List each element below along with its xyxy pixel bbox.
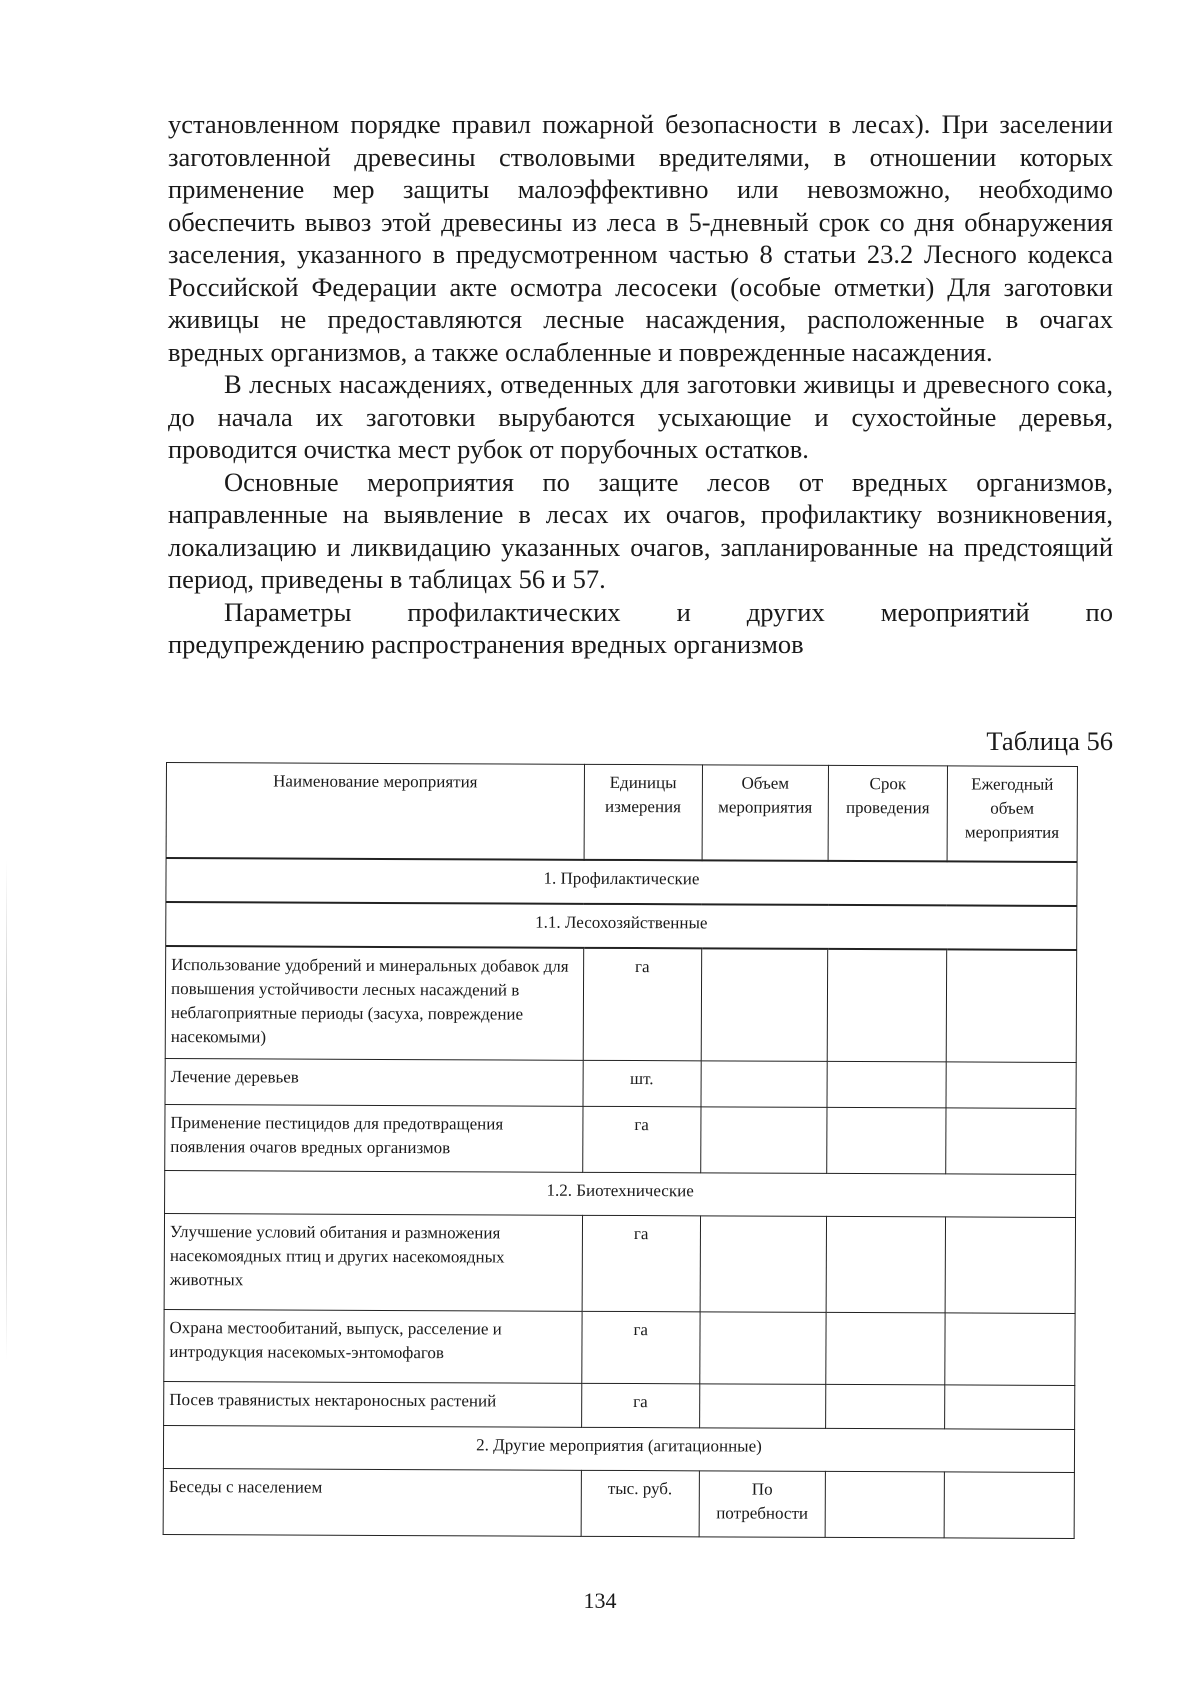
measure-unit: га xyxy=(583,948,701,1061)
section-1-1-title: 1.1. Лесохозяйственные xyxy=(166,902,1077,950)
measure-annual xyxy=(945,1107,1076,1174)
measure-term xyxy=(826,1312,945,1385)
header-unit: Единицы измерения xyxy=(584,764,702,860)
table-row xyxy=(164,1309,1075,1385)
header-annual: Ежегодный объем мероприятия xyxy=(947,766,1078,862)
measure-volume xyxy=(699,1311,826,1384)
section-1-2-title: 1.2. Биотехнические xyxy=(165,1170,1076,1217)
measure-term xyxy=(827,1107,946,1174)
measure-unit: га xyxy=(582,1311,700,1384)
measure-unit: га xyxy=(582,1215,700,1312)
table-title-line-1: Параметры профилактических и других мероприятий по xyxy=(224,596,1113,627)
measure-annual xyxy=(944,1312,1075,1385)
measure-volume xyxy=(699,1383,826,1428)
table-row xyxy=(165,946,1076,1062)
page-number: 134 xyxy=(583,1588,617,1613)
measure-volume xyxy=(700,1215,827,1312)
measure-annual xyxy=(944,1384,1075,1429)
section-row xyxy=(166,858,1077,906)
table-row xyxy=(165,1104,1076,1174)
measure-annual xyxy=(945,1216,1076,1313)
measure-unit: га xyxy=(581,1383,699,1428)
measure-term xyxy=(826,1216,945,1313)
body-text xyxy=(168,108,1113,661)
table-caption: Таблица 56 xyxy=(986,726,1113,756)
measure-unit: шт. xyxy=(583,1060,701,1107)
section-2-title: 2. Другие мероприятия (агитационные) xyxy=(163,1425,1074,1472)
measure-name: Беседы с населением xyxy=(163,1468,581,1536)
paragraph-3: Основные мероприятия по защите лесов от вредных организмов, направленные на выявление в лесах их очагов, профилактику возникновения, локализацию и ликвидацию указанных очагов, запланированные на предстоящий период, приведены в таблицах 56 и 57. xyxy=(168,466,1113,594)
table-row xyxy=(164,1381,1075,1429)
measure-term xyxy=(827,1061,946,1108)
measure-annual xyxy=(946,1061,1077,1108)
measure-name: Лечение деревьев xyxy=(165,1058,583,1106)
section-row xyxy=(165,1170,1076,1217)
measure-term xyxy=(826,1384,945,1429)
measure-name: Охрана местообитаний, выпуск, расселение и интродукция насекомых-энтомофагов xyxy=(164,1309,582,1383)
header-term: Срок проведения xyxy=(828,765,947,861)
measure-volume xyxy=(701,948,828,1061)
table-header-row xyxy=(166,763,1077,862)
section-row xyxy=(166,902,1077,950)
measure-volume xyxy=(701,1060,828,1107)
measure-name: Использование удобрений и минеральных добавок для повышения устойчивости лесных насаждений в неблагоприятные периоды (засуха, повреждение насекомыми) xyxy=(165,946,583,1060)
paragraph-2: В лесных насаждениях, отведенных для заготовки живицы и древесного сока, до начала их заготовки вырубаются усыхающие и сухостойные деревья, проводится очистка мест рубок от порубочных остатков. xyxy=(168,369,1113,464)
table-row xyxy=(165,1058,1076,1108)
measure-volume xyxy=(700,1106,827,1173)
paragraph-1: установленном порядке правил пожарной безопасности в лесах). При заселении заготовленной древесины стволовыми вредителями, в отношении которых применение мер защиты малоэффективно или невозможно, необходимо обеспечить вывоз этой древесины из леса в 5-дневный срок со дня обнаружения заселения, указанного в предусмотренном частью 8 статьи 23.2 Лесного кодекса Российской Федерации акте осмотра лесосеки (особые отметки) Для заготовки живицы не предоставляются лесные насаждения, расположенные в очагах вредных организмов, а также ослабленные и поврежденные насаждения. xyxy=(168,109,1113,367)
section-1-title: 1. Профилактические xyxy=(166,858,1077,906)
measure-name: Улучшение условий обитания и размножения насекомоядных птиц и других насекомоядных животных xyxy=(164,1213,582,1311)
measure-name: Посев травянистых нектароносных растений xyxy=(164,1381,582,1427)
measure-term xyxy=(825,1471,944,1538)
measure-unit: тыс. руб. xyxy=(581,1470,699,1537)
measure-annual xyxy=(946,949,1077,1062)
measure-name: Применение пестицидов для предотвращения появления очагов вредных организмов xyxy=(165,1104,583,1172)
header-name: Наименование мероприятия xyxy=(166,763,584,860)
header-volume: Объем мероприятия xyxy=(702,765,829,861)
measures-table xyxy=(163,762,1078,1538)
scan-edge-mark xyxy=(6,860,7,1360)
table-title-line-2: предупреждению распространения вредных организмов xyxy=(168,629,804,659)
measure-term xyxy=(827,949,946,1062)
table-row xyxy=(164,1213,1075,1313)
measure-volume: По потребности xyxy=(699,1470,826,1537)
measure-unit: га xyxy=(583,1106,701,1173)
table-row xyxy=(163,1468,1074,1538)
measure-annual xyxy=(944,1471,1075,1538)
section-row xyxy=(163,1425,1074,1472)
